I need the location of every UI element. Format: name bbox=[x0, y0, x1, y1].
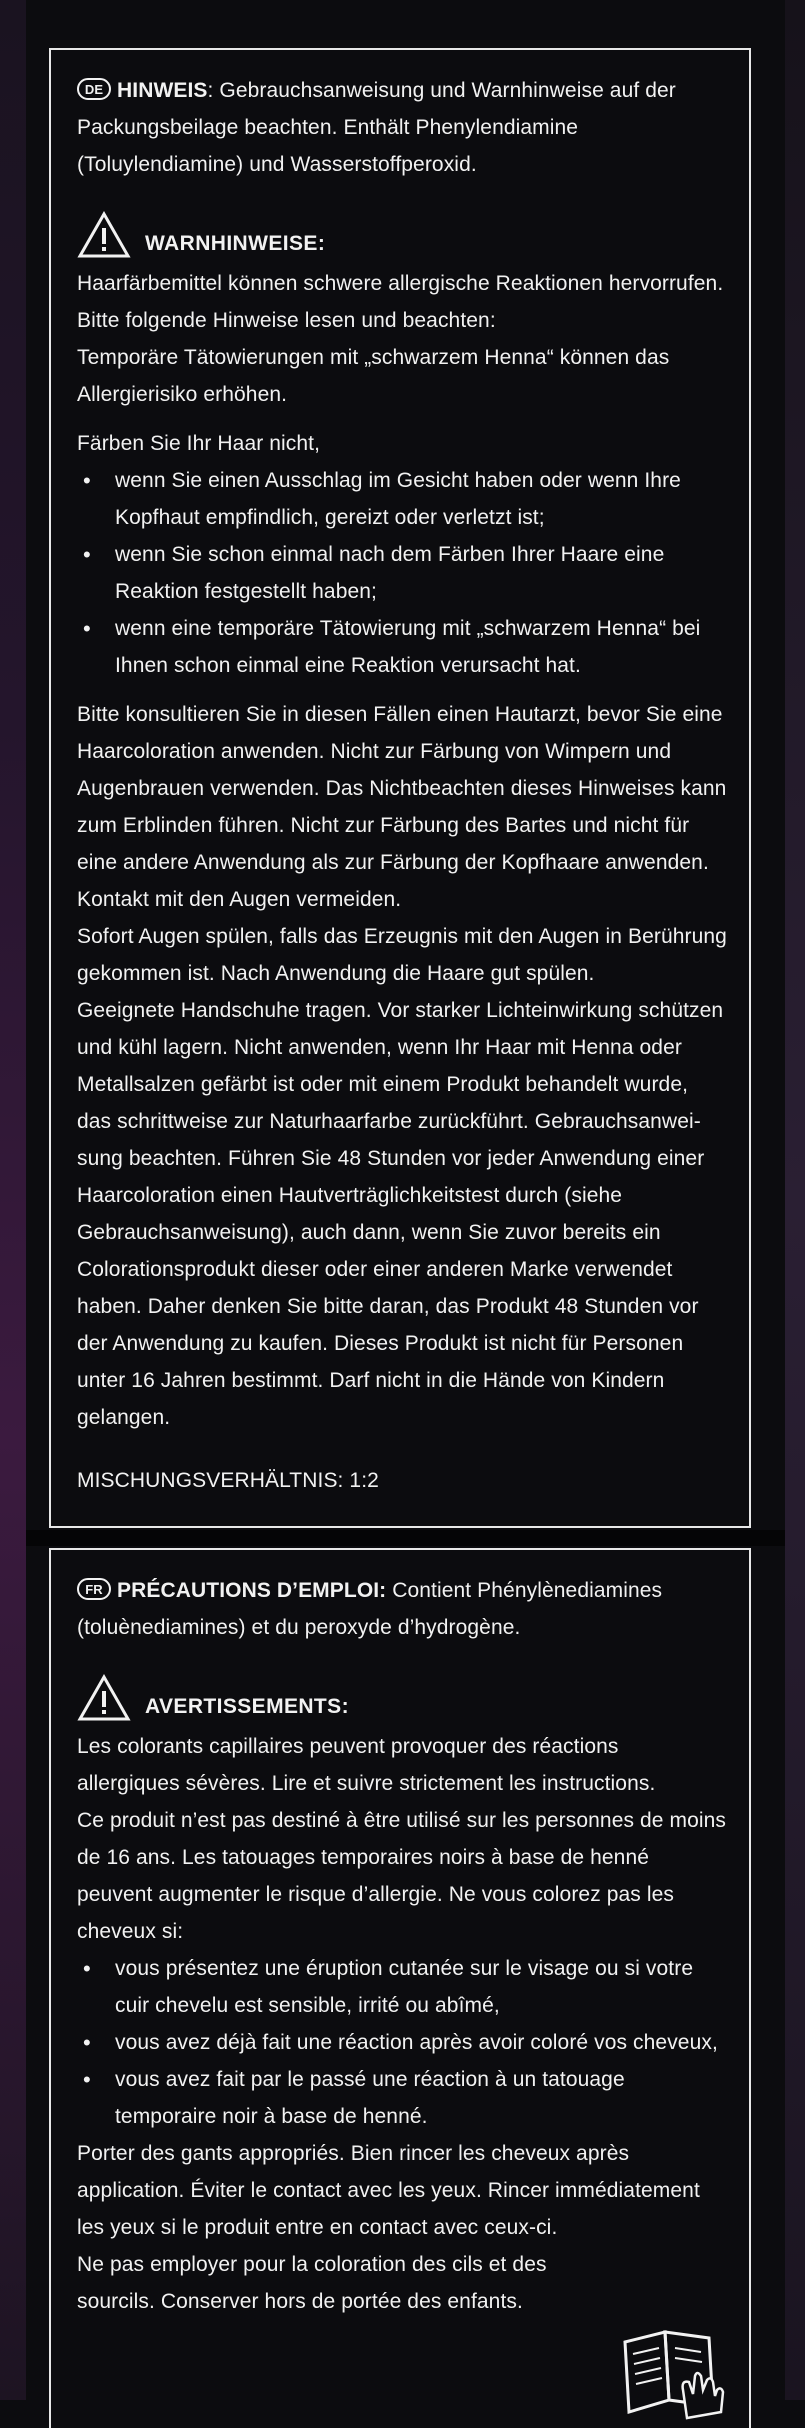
fr-warning-colon: : bbox=[341, 1695, 349, 1718]
package-edge-right bbox=[785, 0, 805, 2400]
warning-triangle-icon bbox=[77, 211, 131, 259]
list-item: • wenn eine temporäre Tätowierung mit „schwarzem Henna“ bei Ihnen schon einmal eine Reaktion verursacht hat. bbox=[77, 610, 727, 684]
fr-warning-title: AVERTISSEMENTS bbox=[145, 1695, 342, 1718]
bullet-icon: • bbox=[83, 468, 91, 493]
de-body-paragraph: Geeignete Handschuhe tragen. Vor starker Lichteinwirkung schützen und kühl lagern. Nicht anwenden, wenn Ihr Haar mit Henna oder Metallsalzen gefärbt ist oder mit einem Produkt behandelt wurde, das schrittweise zur Naturhaarfarbe zurückführt. Gebrauchsanwei-sung beachten. Führen Sie 48 Stunden vor jeder Anwendung einer Haarcoloration einen Hautverträglichkeitstest durch (siehe Gebrauchsanweisung), auch dann, wenn Sie zuvor bereits ein Colorationsprodukt dieser oder einer anderen Marke verwendet haben. Daher denken Sie bitte daran, das Produkt 48 Stunden vor der Anwendung zu kaufen. Dieses Produkt ist nicht für Personen unter 16 Jahren bestimmt. Darf nicht in die Hände von Kindern gelangen. bbox=[77, 999, 724, 1429]
de-hinweis-title: HINWEIS bbox=[117, 79, 208, 102]
fr-body-paragraph: Porter des gants appropriés. Bien rincer les cheveux après application. Éviter le contact avec les yeux. Rincer immédiatement les yeux si le produit entre en contact avec ceux-ci. bbox=[77, 2142, 700, 2239]
de-language-badge: DE bbox=[77, 78, 111, 100]
bullet-icon: • bbox=[83, 1956, 91, 1981]
fr-warning-line: Les colorants capillaires peuvent provoquer des réactions allergiques sévères. Lire et suivre strictement les instructions. bbox=[77, 1735, 656, 1795]
de-warning-line: Haarfärbemittel können schwere allergische Reaktionen hervorrufen. bbox=[77, 272, 724, 295]
de-hinweis bbox=[77, 72, 727, 183]
fr-language-badge: FR bbox=[77, 1578, 111, 1600]
de-mixing-ratio: MISCHUNGSVERHÄLTNIS: 1:2 bbox=[77, 1469, 379, 1492]
list-item: • wenn Sie einen Ausschlag im Gesicht haben oder wenn Ihre Kopfhaut empfindlich, gereizt oder verletzt ist; bbox=[77, 462, 727, 536]
list-item: • vous présentez une éruption cutanée sur le visage ou si votre cuir chevelu est sensible, irrité ou abîmé, bbox=[77, 1950, 727, 2024]
bullet-icon: • bbox=[83, 542, 91, 567]
instruction-booklet-icon bbox=[617, 2320, 727, 2420]
bullet-icon: • bbox=[83, 2030, 91, 2055]
list-item: • vous avez déjà fait une réaction après avoir coloré vos cheveux, bbox=[77, 2024, 727, 2061]
french-warning-panel bbox=[49, 1548, 751, 2428]
bullet-icon: • bbox=[83, 2067, 91, 2092]
fr-warning-line: Ce produit n’est pas destiné à être utilisé sur les personnes de moins de 16 ans. Les tatouages temporaires noirs à base de henné peuvent augmenter le risque d’allergie. Ne vous colorez pas les cheveux si: bbox=[77, 1809, 727, 1943]
fr-precautions-text: Contient Phénylènediamines (toluènediamines) et du peroxyde d’hydrogène. bbox=[77, 1579, 663, 1639]
fr-warning-heading bbox=[77, 1668, 727, 1722]
de-bullet-list bbox=[77, 462, 727, 684]
fr-bullet-list bbox=[77, 1950, 727, 2135]
warning-triangle-icon bbox=[77, 1674, 131, 1722]
fr-body-paragraph: Ne pas employer pour la coloration des cils et des sourcils. Conserver hors de portée des enfants. bbox=[77, 2253, 547, 2313]
de-warning-line: Temporäre Tätowierungen mit „schwarzem Henna“ können das Allergierisiko erhöhen. bbox=[77, 346, 670, 406]
list-item: • wenn Sie schon einmal nach dem Färben Ihrer Haare eine Reaktion festgestellt haben; bbox=[77, 536, 727, 610]
panel-separator bbox=[26, 1530, 785, 1546]
package-edge-left bbox=[0, 0, 26, 2400]
de-hinweis-text: : Gebrauchsanweisung und Warnhinweise auf der Packungsbeilage beachten. Enthält Phenylendiamine (Toluylendiamine) und Wasserstoffperoxid. bbox=[77, 79, 676, 176]
fr-precautions-title: PRÉCAUTIONS D’EMPLOI: bbox=[117, 1579, 387, 1602]
fr-precautions bbox=[77, 1572, 727, 1646]
de-intro: Färben Sie Ihr Haar nicht, bbox=[77, 432, 321, 455]
german-warning-panel bbox=[49, 48, 751, 1528]
de-warning-line: Bitte folgende Hinweise lesen und beachten: bbox=[77, 309, 496, 332]
de-body-paragraph: Sofort Augen spülen, falls das Erzeugnis mit den Augen in Berührung gekommen ist. Nach Anwendung die Haare gut spülen. bbox=[77, 925, 727, 985]
bullet-icon: • bbox=[83, 616, 91, 641]
list-item: • vous avez fait par le passé une réaction à un tatouage temporaire noir à base de henné. bbox=[77, 2061, 727, 2135]
de-warning-colon: : bbox=[317, 232, 326, 255]
de-warning-heading bbox=[77, 205, 727, 259]
de-warning-title: WARNHINWEISE bbox=[145, 232, 318, 255]
de-body-paragraph: Bitte konsultieren Sie in diesen Fällen einen Hautarzt, bevor Sie eine Haarcoloration anwenden. Nicht zur Färbung von Wimpern und Augenbrauen verwenden. Das Nichtbeachten dieses Hinweises kann zum Erblinden führen. Nicht zur Färbung des Bartes und nicht für eine andere Anwendung als zur Färbung der Kopfhaare anwenden. Kontakt mit den Augen vermeiden. bbox=[77, 703, 727, 911]
